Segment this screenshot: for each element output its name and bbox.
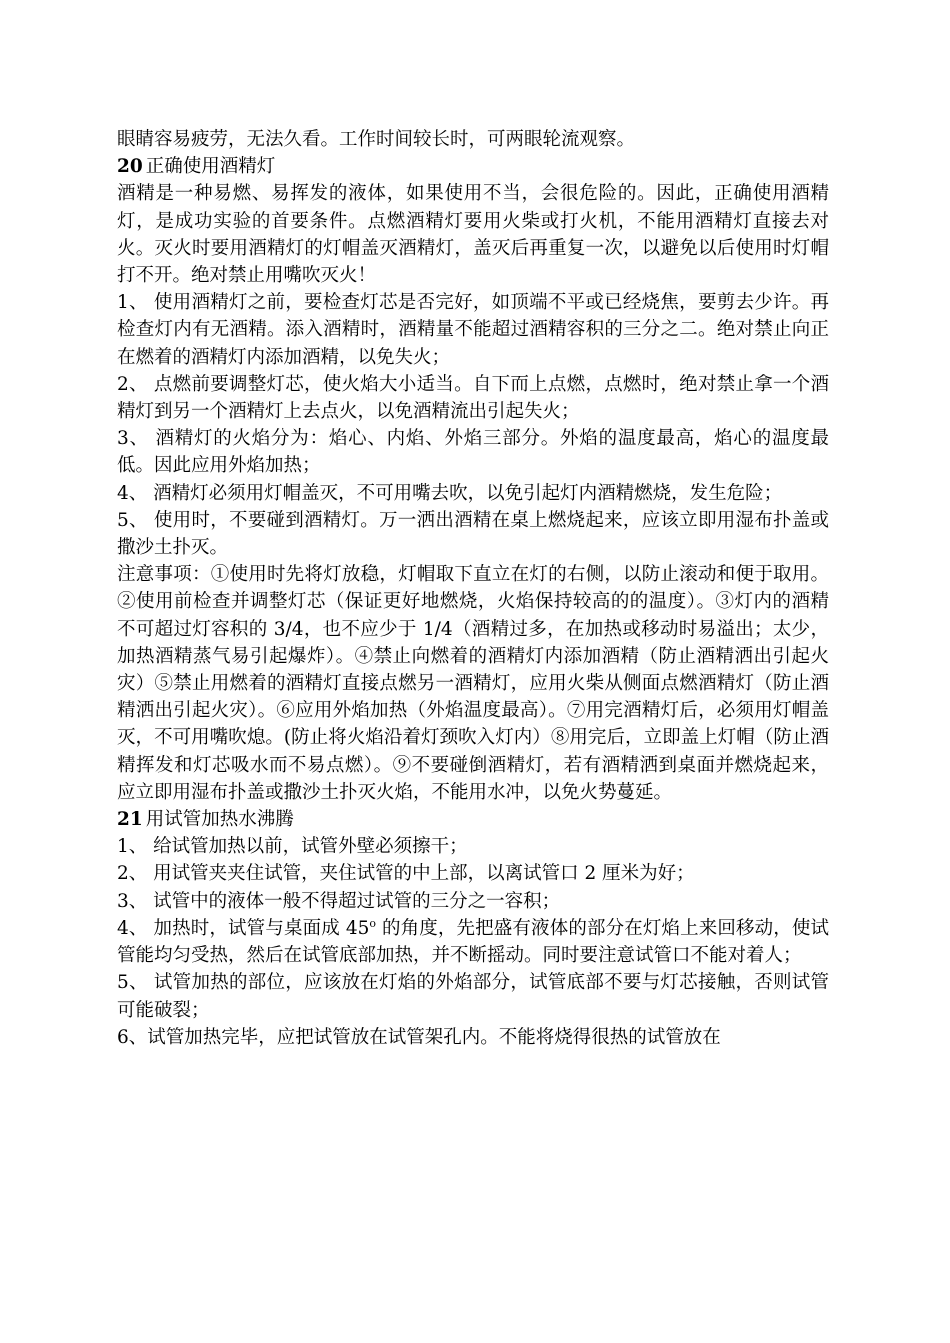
section-20-item-4: 4、 酒精灯必须用灯帽盖灭，不可用嘴去吹，以免引起灯内酒精燃烧，发生危险； [117,482,783,504]
section-20-item-1: 1、 使用酒精灯之前，要检查灯芯是否完好，如顶端不平或已经烧焦，要剪去少许。再检查灯内有无酒精。添入酒精时，酒精量不能超过酒精容积的三分之二。绝对禁止向正在燃着的酒精灯内添加酒精，以免失火； [117,292,829,368]
section-20-notes: 注意事项：①使用时先将灯放稳，灯帽取下直立在灯的右侧，以防止滚动和便于取用。②使用前检查并调整灯芯（保证更好地燃烧，火焰保持较高的的温度）。③灯内的酒精不可超过灯容积的 3/4，也不应少于 1/4（酒精过多，在加热或移动时易溢出；太少，加热酒精蒸气易引起爆炸）。④禁止向燃着的酒精灯内添加酒精（防止酒精洒出引起火灾）⑤禁止用燃着的酒精灯直接点燃另一酒精灯，应用火柴从侧面点燃酒精灯（防止酒精洒出引起火灾）。⑥应用外焰加热（外焰温度最高）。⑦用完酒精灯后，必须用灯帽盖灭，不可用嘴吹熄。(防止将火焰沿着灯颈吹入灯内）⑧用完后，立即盖上灯帽（防止酒精挥发和灯芯吸水而不易点燃）。⑨不要碰倒酒精灯，若有酒精洒到桌面并燃烧起来，应立即用湿布扑盖或撒沙土扑灭火焰，不能用水冲，以免火势蔓延。 [117,564,829,803]
section-21-heading [117,806,829,833]
section-21-item-6: 6、试管加热完毕，应把试管放在试管架孔内。不能将烧得很热的试管放在 [117,1026,721,1048]
continued-line: 眼睛容易疲劳，无法久看。工作时间较长时，可两眼轮流观察。 [117,129,636,150]
section-21-item-2: 2、 用试管夹夹住试管，夹住试管的中上部，以离试管口 2 厘米为好； [117,863,695,885]
item-4-text-after: 的角度，先把盛有液体的部分在灯焰上来回移动，使试管能均匀受热，然后在试管底部加热，并不断摇动。同时要注意试管口不能对着人； [117,917,829,967]
section-20-item-5: 5、 使用时，不要碰到酒精灯。万一洒出酒精在桌上燃烧起来，应该立即用湿布扑盖或撒沙土扑灭。 [117,509,829,559]
section-21-item-4 [117,915,829,969]
section-20-number: 20 [117,156,143,178]
section-20-heading [117,153,829,180]
document-page [117,126,829,1051]
section-21-item-1: 1、 给试管加热以前，试管外壁必须擦干； [117,836,468,858]
section-20-intro: 酒精是一种易燃、易挥发的液体，如果使用不当，会很危险的。因此，正确使用酒精灯，是成功实验的首要条件。点燃酒精灯要用火柴或打火机，不能用酒精灯直接去对火。灭火时要用酒精灯的灯帽盖灭酒精灯，盖灭后再重复一次，以避免以后使用时灯帽打不开。绝对禁止用嘴吹灭火！ [117,183,829,287]
item-4-text-before: 4、 加热时，试管与桌面成 45 [117,917,370,939]
section-21-item-3: 3、 试管中的液体一般不得超过试管的三分之一容积； [117,890,561,912]
section-20-title: 正确使用酒精灯 [145,156,276,178]
degree-superscript: o [369,916,377,930]
section-20-item-3: 3、 酒精灯的火焰分为：焰心、内焰、外焰三部分。外焰的温度最高，焰心的温度最低。因此应用外焰加热； [117,428,829,477]
section-21-number: 21 [117,809,143,831]
section-21-item-5: 5、 试管加热的部位，应该放在灯焰的外焰部分，试管底部不要与灯芯接触，否则试管可能破裂； [117,972,829,1021]
section-20-item-2: 2、 点燃前要调整灯芯，使火焰大小适当。自下而上点燃，点燃时，绝对禁止拿一个酒精灯到另一个酒精灯上去点火，以免酒精流出引起失火； [117,373,829,423]
section-21-title: 用试管加热水沸腾 [145,809,294,831]
